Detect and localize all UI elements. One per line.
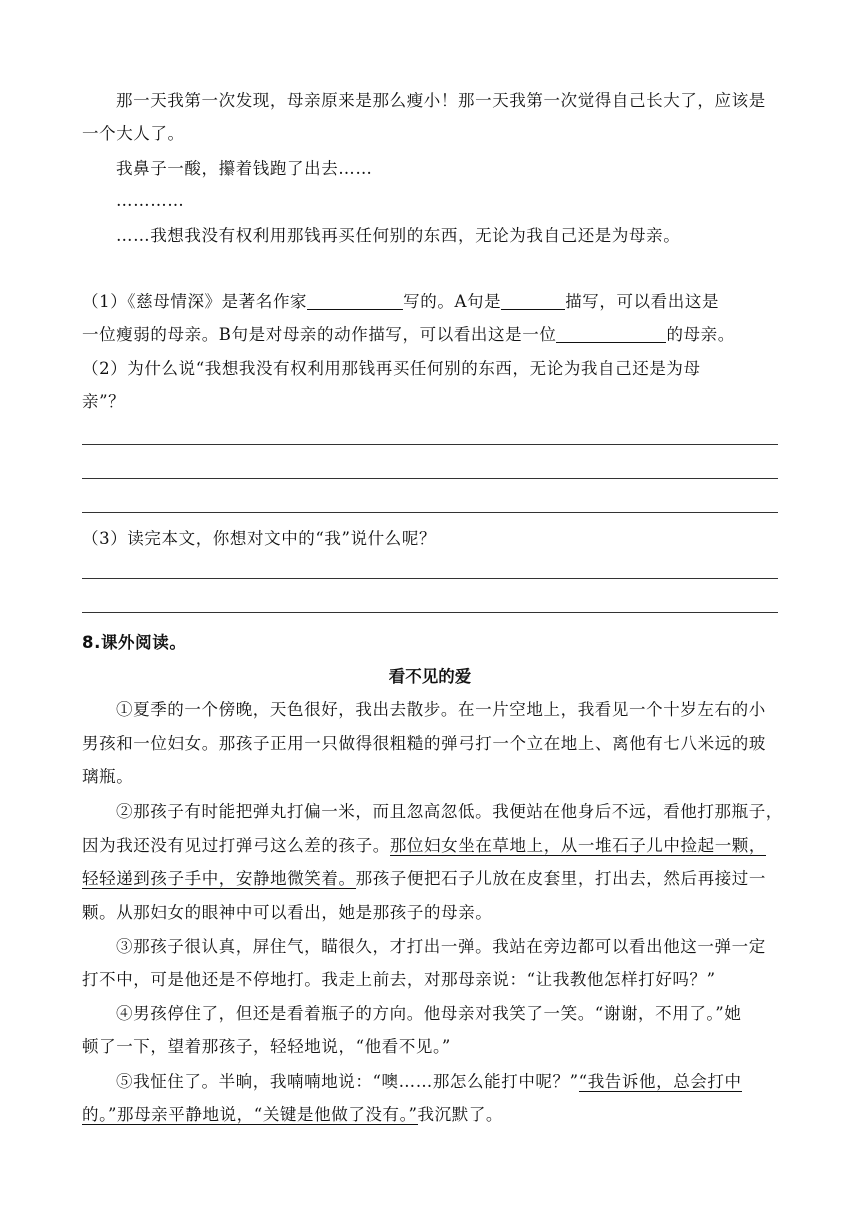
underlined-sentence: 的。”那母亲平静地说，“关键是他做了没有。” <box>82 1105 418 1124</box>
paragraph-1-line: 男孩和一位妇女。那孩子正用一只做得很粗糙的弹弓打一个立在地上、离他有七八米远的玻 <box>82 734 766 753</box>
passage-line: 一个大人了。 <box>82 124 185 143</box>
underlined-sentence: 轻轻递到孩子手中，安静地微笑着。 <box>82 869 356 888</box>
paragraph-2-line: 颗。从那妇女的眼神中可以看出，她是那孩子的母亲。 <box>82 903 493 922</box>
question-1-text: 描写，可以看出这是 <box>565 292 720 311</box>
question-2-line-2: 亲”？ <box>82 392 126 411</box>
question-1-line-1 <box>82 285 719 318</box>
passage-line: 那一天我第一次发现，母亲原来是那么瘦小！那一天我第一次觉得自己长大了，应该是 <box>116 91 766 110</box>
question-3: （3）读完本文，你想对文中的“我”说什么呢？ <box>82 529 437 548</box>
paragraph-4-line: 顿了一下，望着那孩子，轻轻地说，“他看不见。” <box>82 1037 451 1056</box>
question-2-line-1: （2）为什么说“我想我没有权利用那钱再买任何别的东西，无论为我自己还是为母 <box>82 359 701 378</box>
paragraph-5-line <box>116 1065 742 1098</box>
answer-blank-description-type[interactable] <box>501 291 565 310</box>
article-title: 看不见的爱 <box>388 667 472 686</box>
answer-line[interactable] <box>82 612 778 613</box>
passage-line: ………… <box>116 191 185 210</box>
answer-blank-author[interactable] <box>307 291 403 310</box>
question-1-text: 一位瘦弱的母亲。B句是对母亲的动作描写，可以看出这是一位 <box>82 325 557 344</box>
paragraph-2-text: 那孩子便把石子儿放在皮套里，打出去，然后再接过一 <box>355 869 767 888</box>
paragraph-3-line: 打不中，可是他还是不停地打。我走上前去，对那母亲说：“让我教他怎样打好吗？” <box>82 970 716 989</box>
passage-line: ……我想我没有权利用那钱再买任何别的东西，无论为我自己还是为母亲。 <box>116 226 681 245</box>
paragraph-5-text: ⑤我怔住了。半晌，我喃喃地说：“噢……那怎么能打中呢？” <box>116 1072 579 1091</box>
underlined-sentence: 那位妇女坐在草地上，从一堆石子儿中捡起一颗， <box>389 836 767 855</box>
paragraph-5-text: 我沉默了。 <box>417 1105 504 1124</box>
question-1-text: （1）《慈母情深》是著名作家 <box>82 292 308 311</box>
paragraph-2-text: 因为我还没有见过打弹弓这么差的孩子。 <box>82 836 390 855</box>
paragraph-4-line: ④男孩停住了，但还是看着瓶子的方向。他母亲对我笑了一笑。“谢谢，不用了。”她 <box>116 1004 742 1023</box>
paragraph-5-line <box>82 1098 503 1131</box>
section-heading: 8.课外阅读。 <box>82 633 187 652</box>
question-1-text: 的母亲。 <box>666 325 735 344</box>
paragraph-2-line <box>82 862 766 895</box>
answer-line[interactable] <box>82 444 778 445</box>
answer-line[interactable] <box>82 512 778 513</box>
paragraph-2-line <box>82 829 766 862</box>
passage-line: 我鼻子一酸，攥着钱跑了出去…… <box>116 159 373 178</box>
paragraph-3-line: ③那孩子很认真，屏住气，瞄很久，才打出一弹。我站在旁边都可以看出他这一弹一定 <box>116 937 766 956</box>
paragraph-1-line: 璃瓶。 <box>82 767 134 786</box>
question-1-line-2 <box>82 318 735 351</box>
paragraph-2-line: ②那孩子有时能把弹丸打偏一米，而且忽高忽低。我便站在他身后不远，看他打那瓶子， <box>116 802 783 821</box>
underlined-sentence: “我告诉他，总会打中 <box>578 1072 742 1091</box>
answer-line[interactable] <box>82 578 778 579</box>
paragraph-1-line: ①夏季的一个傍晚，天色很好，我出去散步。在一片空地上，我看见一个十岁左右的小 <box>116 700 766 719</box>
answer-line[interactable] <box>82 478 778 479</box>
answer-blank-mother-trait[interactable] <box>556 324 666 343</box>
question-1-text: 写的。A句是 <box>403 292 502 311</box>
